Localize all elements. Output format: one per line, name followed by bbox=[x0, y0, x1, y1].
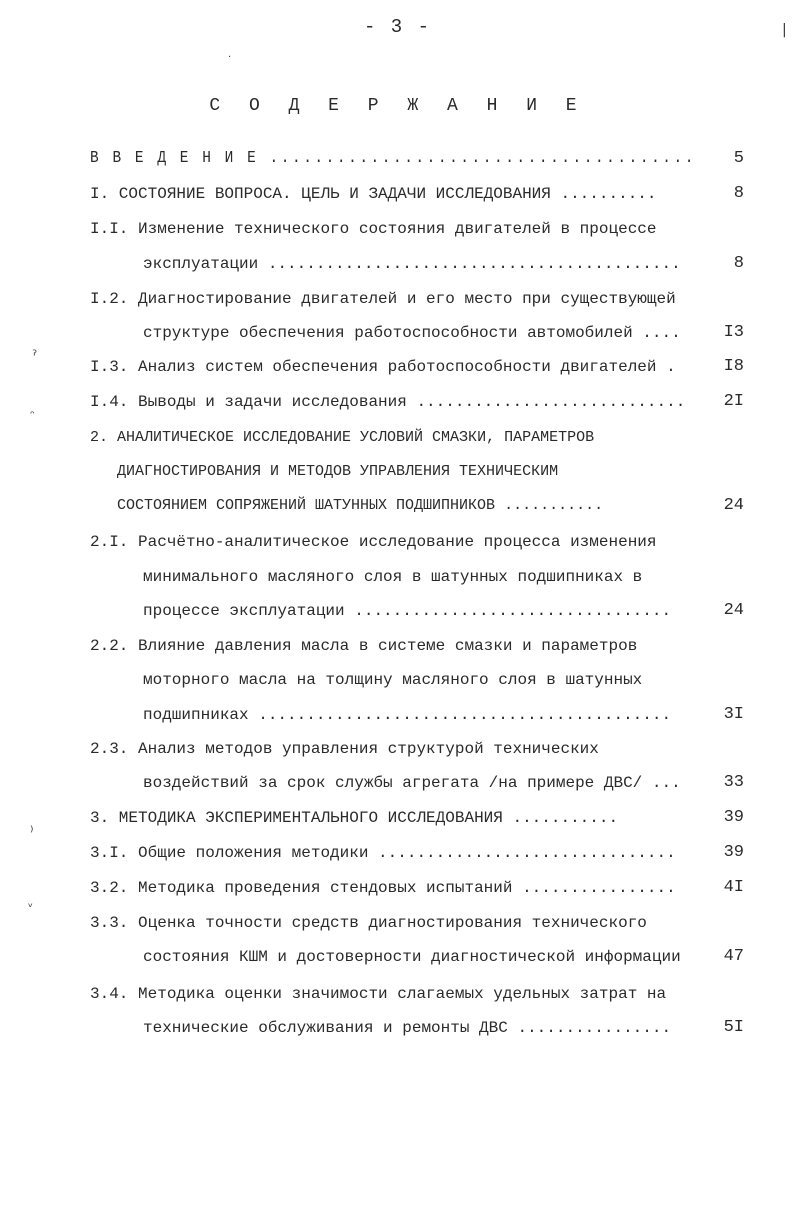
toc-entry-line: моторного масла на толщину масляного слоя в шатунных bbox=[143, 671, 643, 689]
margin-mark: | bbox=[782, 22, 787, 38]
toc-entry-3-3-cont bbox=[143, 946, 681, 968]
toc-entry-line: 3.4. Методика оценки значимости слагаемых удельных затрат на bbox=[90, 985, 667, 1003]
toc-entry-line: 3.3. Оценка точности средств диагностирования технического bbox=[90, 914, 647, 932]
toc-entry-2-1 bbox=[90, 531, 657, 553]
toc-entry-chapter-3 bbox=[90, 807, 618, 829]
toc-entry-1-2-cont bbox=[143, 322, 681, 344]
toc-entry-line: СОСТОЯНИЕМ СОПРЯЖЕНИЙ ШАТУННЫХ ПОДШИПНИКОВ ........... bbox=[117, 497, 604, 514]
toc-entry-page: 5I bbox=[723, 1018, 744, 1037]
toc-entry-line: I. СОСТОЯНИЕ ВОПРОСА. ЦЕЛЬ И ЗАДАЧИ ИССЛЕДОВАНИЯ .......... bbox=[90, 185, 657, 203]
toc-entry-line: 3. МЕТОДИКА ЭКСПЕРИМЕНТАЛЬНОГО ИССЛЕДОВАНИЯ ........... bbox=[90, 809, 619, 827]
toc-entry-3-4 bbox=[90, 983, 666, 1005]
toc-entry-page: 3I bbox=[723, 705, 744, 724]
toc-entry-2-2-cont bbox=[143, 669, 642, 691]
toc-entry-2-1-cont bbox=[143, 600, 671, 622]
toc-entry-page: 39 bbox=[723, 843, 744, 862]
toc-entry-line: I.3. Анализ систем обеспечения работоспособности двигателей . bbox=[90, 358, 676, 376]
toc-entry-line: воздействий за срок службы агрегата /на примере ДВС/ ... bbox=[143, 774, 681, 792]
toc-entry-page: 39 bbox=[723, 808, 744, 827]
toc-entry-line: 2.3. Анализ методов управления структурой технических bbox=[90, 740, 599, 758]
toc-entry-1-1 bbox=[90, 218, 657, 240]
toc-entry-line: I.4. Выводы и задачи исследования ............................ bbox=[90, 393, 686, 411]
toc-entry-page: 8 bbox=[733, 184, 744, 203]
toc-entry-line: минимального масляного слоя в шатунных подшипниках в bbox=[143, 568, 643, 586]
toc-entry-1-1-cont bbox=[143, 253, 681, 275]
toc-entry-page: I3 bbox=[723, 323, 744, 342]
toc-entry-page: 4I bbox=[723, 878, 744, 897]
toc-entry-chapter-2 bbox=[90, 427, 594, 449]
toc-entry-2-1-cont bbox=[143, 566, 642, 588]
toc-entry-page: 47 bbox=[723, 947, 744, 966]
toc-entry-1-3 bbox=[90, 356, 676, 378]
toc-entry-2-2 bbox=[90, 635, 637, 657]
toc-entry-line: В В Е Д Е Н И Е ...................................... bbox=[90, 149, 696, 168]
toc-entry-chapter-2-cont bbox=[117, 495, 603, 517]
toc-entry-3-1 bbox=[90, 842, 676, 864]
toc-entry-line: эксплуатации ........................................... bbox=[143, 255, 681, 273]
toc-entry-2-2-cont bbox=[143, 704, 671, 726]
toc-entry-line: состояния КШМ и достоверности диагностической информации bbox=[143, 948, 681, 966]
toc-entry-line: 2.I. Расчётно-аналитическое исследование процесса изменения bbox=[90, 533, 657, 551]
toc-entry-page: 5 bbox=[733, 149, 744, 168]
toc-entry-line: структуре обеспечения работоспособности автомобилей .... bbox=[143, 324, 681, 342]
toc-entry-line: процессе эксплуатации ................................. bbox=[143, 602, 672, 620]
toc-entry-line: ДИАГНОСТИРОВАНИЯ И МЕТОДОВ УПРАВЛЕНИЯ ТЕХНИЧЕСКИМ bbox=[117, 463, 559, 480]
toc-entry-page: I8 bbox=[723, 357, 744, 376]
margin-mark: ˀ bbox=[32, 348, 38, 364]
toc-entry-1-2 bbox=[90, 288, 676, 310]
margin-mark: ⁾ bbox=[30, 824, 34, 840]
toc-entry-line: I.2. Диагностирование двигателей и его место при существующей bbox=[90, 290, 676, 308]
toc-entry-page: 24 bbox=[723, 601, 744, 620]
toc-entry-3-3 bbox=[90, 912, 647, 934]
margin-mark: ᵔ bbox=[30, 408, 35, 422]
toc-entry-page: 8 bbox=[733, 254, 744, 273]
margin-mark: ᵛ bbox=[28, 900, 34, 914]
page-number: - 3 - bbox=[363, 16, 431, 38]
toc-entry-line: технические обслуживания и ремонты ДВС ................ bbox=[143, 1019, 672, 1037]
toc-entry-line: I.I. Изменение технического состояния двигателей в процессе bbox=[90, 220, 657, 238]
toc-entry-2-3-cont bbox=[143, 772, 681, 794]
toc-entry-line: подшипниках ........................................... bbox=[143, 706, 672, 724]
toc-entry-1-4 bbox=[90, 391, 685, 413]
toc-entry-chapter-1 bbox=[90, 183, 657, 205]
toc-entry-page: 33 bbox=[723, 773, 744, 792]
toc-entry-introduction bbox=[90, 148, 696, 170]
toc-title: С О Д Е Р Ж А Н И Е bbox=[209, 96, 586, 116]
toc-entry-3-2 bbox=[90, 877, 676, 899]
toc-entry-page: 24 bbox=[723, 496, 744, 515]
toc-entry-3-4-cont bbox=[143, 1017, 671, 1039]
toc-entry-chapter-2-cont bbox=[117, 461, 558, 483]
toc-entry-line: 2.2. Влияние давления масла в системе смазки и параметров bbox=[90, 637, 638, 655]
scan-speck: · bbox=[228, 52, 232, 63]
toc-entry-line: 3.I. Общие положения методики ............................... bbox=[90, 844, 676, 862]
toc-entry-page: 2I bbox=[723, 392, 744, 411]
toc-entry-line: 2. АНАЛИТИЧЕСКОЕ ИССЛЕДОВАНИЕ УСЛОВИЙ СМАЗКИ, ПАРАМЕТРОВ bbox=[90, 429, 595, 446]
toc-entry-line: 3.2. Методика проведения стендовых испытаний ................ bbox=[90, 879, 676, 897]
toc-entry-2-3 bbox=[90, 738, 599, 760]
